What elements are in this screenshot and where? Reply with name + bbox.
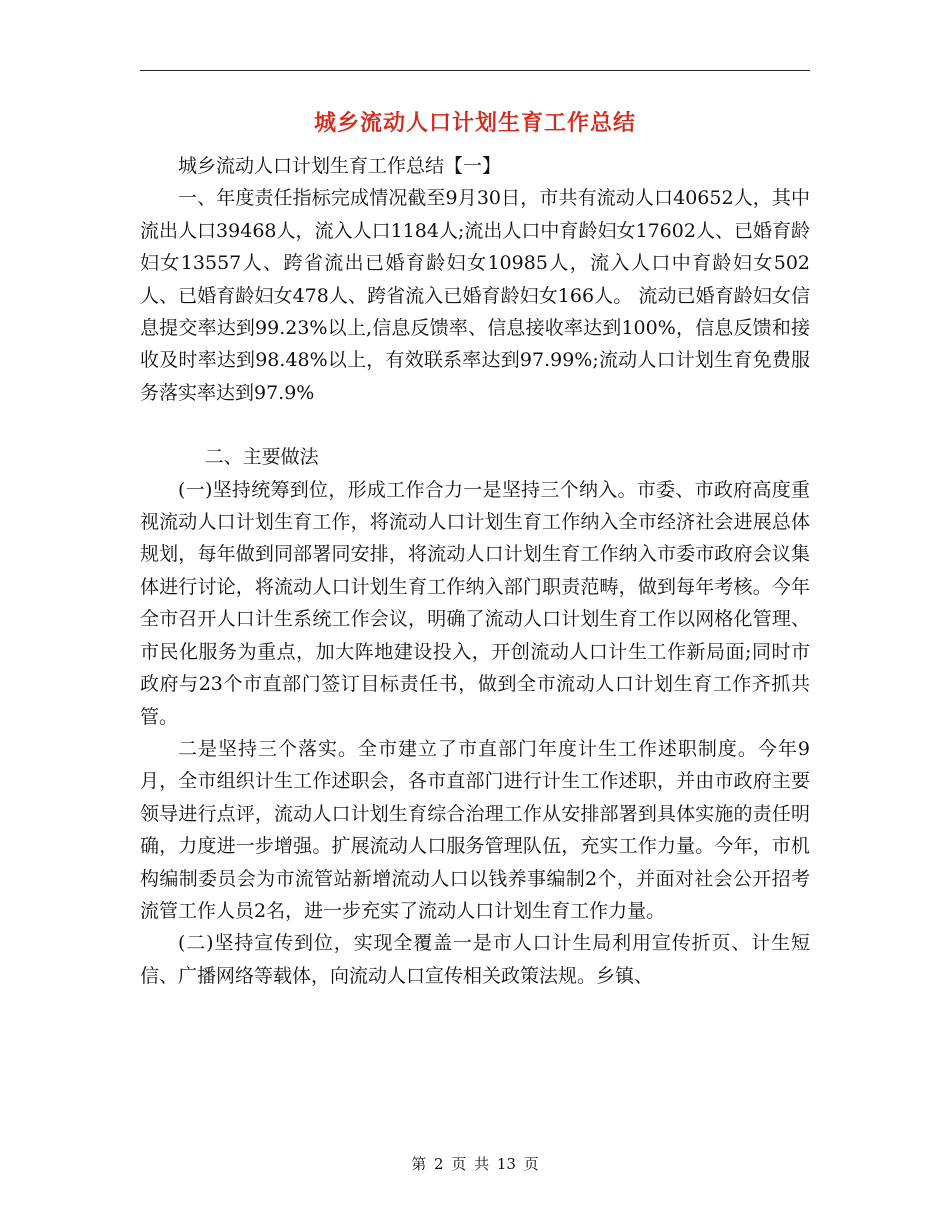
paragraph-indicators: 一、年度责任指标完成情况截至9月30日，市共有流动人口40652人，其中流出人口39468人，流入人口1184人;流出人口中育龄妇女17602人、已婚育龄妇女13557人、跨省流出已婚育龄妇女10985人，流入人口中育龄妇女502人、已婚育龄妇女478人、跨省流入已婚育龄妇女166人。 流动已婚育龄妇女信息提交率达到99.23%以上,信息反馈率、信息接收率达到100%，信息反馈和接收及时率达到98.48%以上，有效联系率达到97.99%;流动人口计划生育免费服务落实率达到97.9% — [140, 187, 810, 404]
paragraph-publicity: (二)坚持宣传到位，实现全覆盖一是市人口计生局利用宣传折页、计生短信、广播网络等载体，向流动人口宣传相关政策法规。乡镇、 — [140, 932, 810, 987]
section-heading-main-practices: 二、主要做法 — [204, 446, 319, 469]
header-rule — [140, 70, 810, 71]
subtitle-paragraph: 城乡流动人口计划生育工作总结【一】 — [178, 155, 502, 177]
page-number: 第 2 页 共 13 页 — [411, 1155, 539, 1173]
paragraph-coordination: (一)坚持统筹到位，形成工作合力一是坚持三个纳入。市委、市政府高度重视流动人口计划生育工作，将流动人口计划生育工作纳入全市经济社会进展总体规划，每年做到同部署同安排，将流动人口计划生育工作纳入市委市政府会议集体进行讨论，将流动人口计划生育工作纳入部门职责范畴，做到每年考核。今年全市召开人口计生系统工作会议，明确了流动人口计划生育工作以网格化管理、市民化服务为重点，加大阵地建设投入，开创流动人口计生工作新局面;同时市政府与23个市直部门签订目标责任书，做到全市流动人口计划生育工作齐抓共管。 — [140, 478, 810, 728]
document-title: 城乡流动人口计划生育工作总结 — [313, 110, 636, 136]
document-body — [140, 150, 810, 992]
paragraph-implementation: 二是坚持三个落实。全市建立了市直部门年度计生工作述职制度。今年9月，全市组织计生工作述职会，各市直部门进行计生工作述职，并由市政府主要领导进行点评，流动人口计划生育综合治理工作从安排部署到具体实施的责任明确，力度进一步增强。扩展流动人口服务管理队伍，充实工作力量。今年，市机构编制委员会为市流管站新增流动人口以钱养事编制2个，并面对社会公开招考流管工作人员2名，进一步充实了流动人口计划生育工作力量。 — [140, 737, 810, 922]
